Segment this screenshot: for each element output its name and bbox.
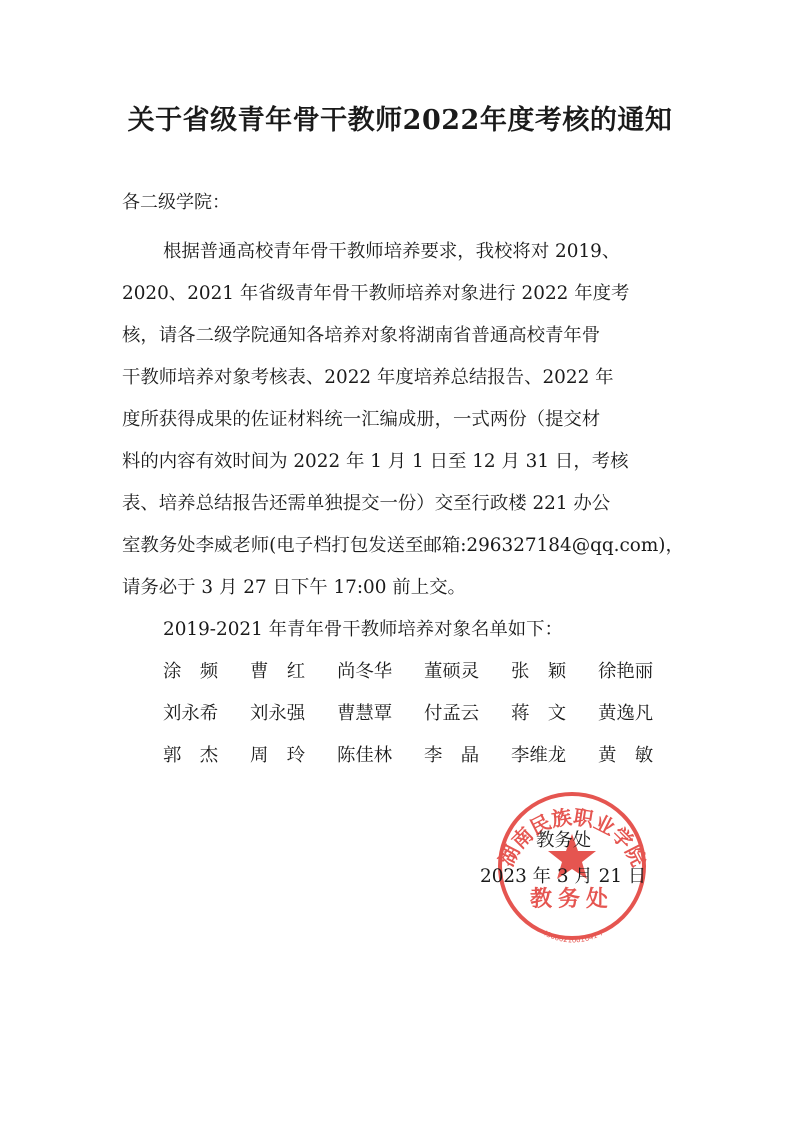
signature-date: 2023 年 3 月 21 日 — [480, 866, 647, 887]
body-line: 度所获得成果的佐证材料统一汇编成册，一式两份（提交材 — [122, 409, 601, 430]
body-line: 表、培养总结报告还需单独提交一份）交至行政楼 221 办公 — [122, 493, 611, 514]
body-line: 请务必于 3 月 27 日下午 17:00 前上交。 — [122, 577, 466, 598]
body-line: 料的内容有效时间为 2022 年 1 月 1 日至 12 月 31 日，考核 — [122, 451, 629, 472]
name-item: 刘永希 — [163, 703, 219, 724]
seal-center-text: 教务处 — [529, 887, 615, 912]
name-item: 黄逸凡 — [598, 703, 654, 724]
name-item: 尚冬华 — [337, 661, 393, 682]
name-item: 蒋 文 — [511, 703, 567, 724]
document-title: 关于省级青年骨干教师2022年度考核的通知 — [127, 105, 673, 136]
body-line: 根据普通高校青年骨干教师培养要求，我校将对 2019、 — [163, 241, 621, 262]
name-item: 董硕灵 — [424, 661, 480, 682]
name-item: 陈佳林 — [337, 745, 393, 766]
name-item: 曹 红 — [250, 661, 306, 682]
name-item: 郭 杰 — [163, 745, 219, 766]
name-item: 付孟云 — [424, 703, 480, 724]
body-line: 室教务处李威老师(电子档打包发送至邮箱:296327184@qq.com)， — [122, 535, 684, 556]
name-item: 曹慧覃 — [337, 703, 393, 724]
seal-arc-text: 湖南民族职业学院 — [494, 804, 651, 871]
name-item: 徐艳丽 — [598, 661, 654, 682]
body-line: 干教师培养对象考核表、2022 年度培养总结报告、2022 年 — [122, 367, 614, 388]
name-item: 刘永强 — [250, 703, 306, 724]
body-line: 核，请各二级学院通知各培养对象将湖南省普通高校青年骨 — [122, 325, 601, 346]
list-intro: 2019-2021 年青年骨干教师培养对象名单如下： — [163, 619, 563, 640]
seal-code-text: 4306021001641 7 — [541, 928, 605, 944]
name-item: 张 颖 — [511, 661, 567, 682]
name-item: 黄 敏 — [598, 745, 654, 766]
name-item: 李维龙 — [511, 745, 567, 766]
body-line: 2020、2021 年省级青年骨干教师培养对象进行 2022 年度考 — [122, 283, 630, 304]
greeting: 各二级学院： — [122, 192, 230, 213]
signature-office: 教务处 — [536, 830, 592, 851]
name-item: 李 晶 — [424, 745, 480, 766]
name-item: 周 玲 — [250, 745, 306, 766]
name-item: 涂 频 — [163, 661, 219, 682]
